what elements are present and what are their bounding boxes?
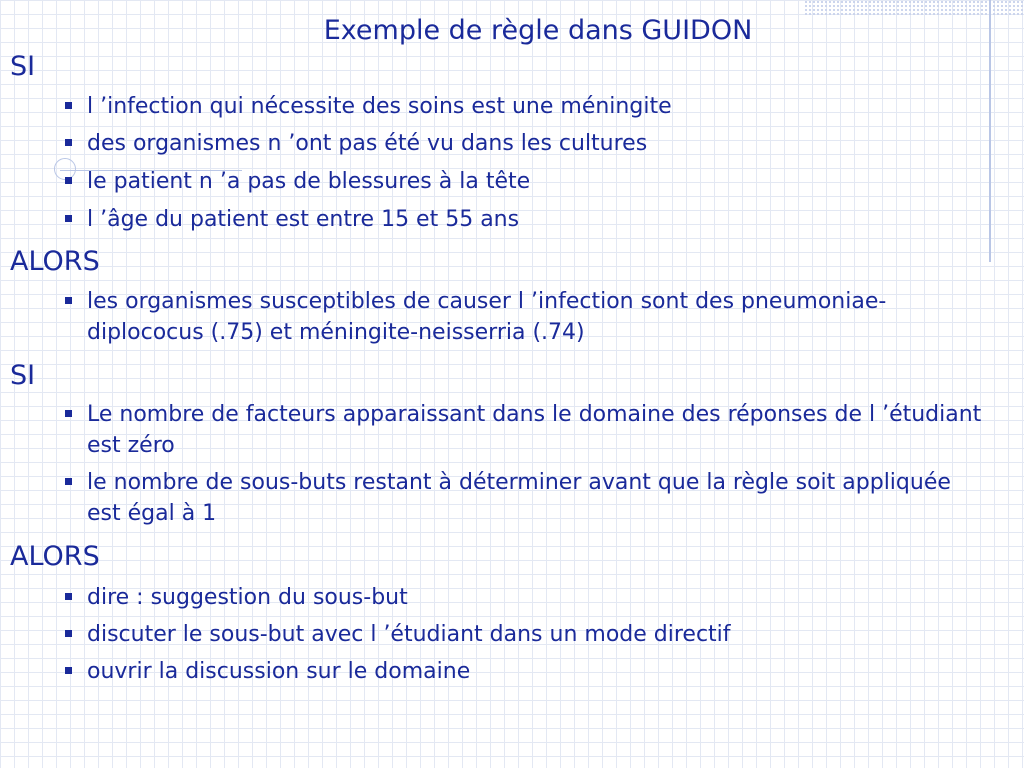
item-text: discuter le sous-but avec l ’étudiant dans un mode directif (87, 622, 731, 647)
rule1-condition-1 (87, 91, 1002, 122)
square-bullet-icon (65, 139, 72, 146)
item-text: des organismes n ’ont pas été vu dans les cultures (87, 131, 648, 156)
rule1-condition-4 (87, 204, 1002, 235)
rule2-condition-1 (87, 399, 987, 461)
square-bullet-icon (65, 667, 72, 674)
square-bullet-icon (65, 478, 72, 485)
square-bullet-icon (65, 630, 72, 637)
rule2-action-2 (87, 619, 1002, 650)
item-text: le patient n ’a pas de blessures à la tête (87, 169, 531, 194)
rule1-then-heading: ALORS (10, 246, 100, 277)
square-bullet-icon (65, 215, 72, 222)
item-text: dire : suggestion du sous-but (87, 585, 408, 610)
item-text: le nombre de sous-buts restant à déterminer avant que la règle soit appliquée est égal à 1 (87, 470, 951, 526)
rule1-condition-2 (87, 128, 1002, 159)
item-text: l ’infection qui nécessite des soins est une méningite (87, 94, 672, 119)
item-text: Le nombre de facteurs apparaissant dans le domaine des réponses de l ’étudiant est zéro (87, 402, 982, 458)
rule2-action-3 (87, 656, 1002, 687)
square-bullet-icon (65, 410, 72, 417)
rule1-conclusion-1 (87, 286, 1002, 348)
rule2-then-heading: ALORS (10, 541, 100, 572)
item-text: ouvrir la discussion sur le domaine (87, 659, 471, 684)
square-bullet-icon (65, 593, 72, 600)
rule2-action-1 (87, 582, 1002, 613)
item-text: l ’âge du patient est entre 15 et 55 ans (87, 207, 520, 232)
item-text: les organismes susceptibles de causer l ’infection sont des pneumoniae-diplococus (.75) et méningite-neisserria (.74) (87, 289, 887, 345)
square-bullet-icon (65, 102, 72, 109)
rule2-condition-2 (87, 467, 957, 529)
square-bullet-icon (65, 177, 72, 184)
slide-title: Exemple de règle dans GUIDON (323, 15, 753, 46)
rule1-condition-3 (87, 166, 1002, 197)
square-bullet-icon (65, 297, 72, 304)
rule2-if-heading: SI (10, 360, 36, 391)
rule1-if-heading: SI (10, 51, 36, 82)
